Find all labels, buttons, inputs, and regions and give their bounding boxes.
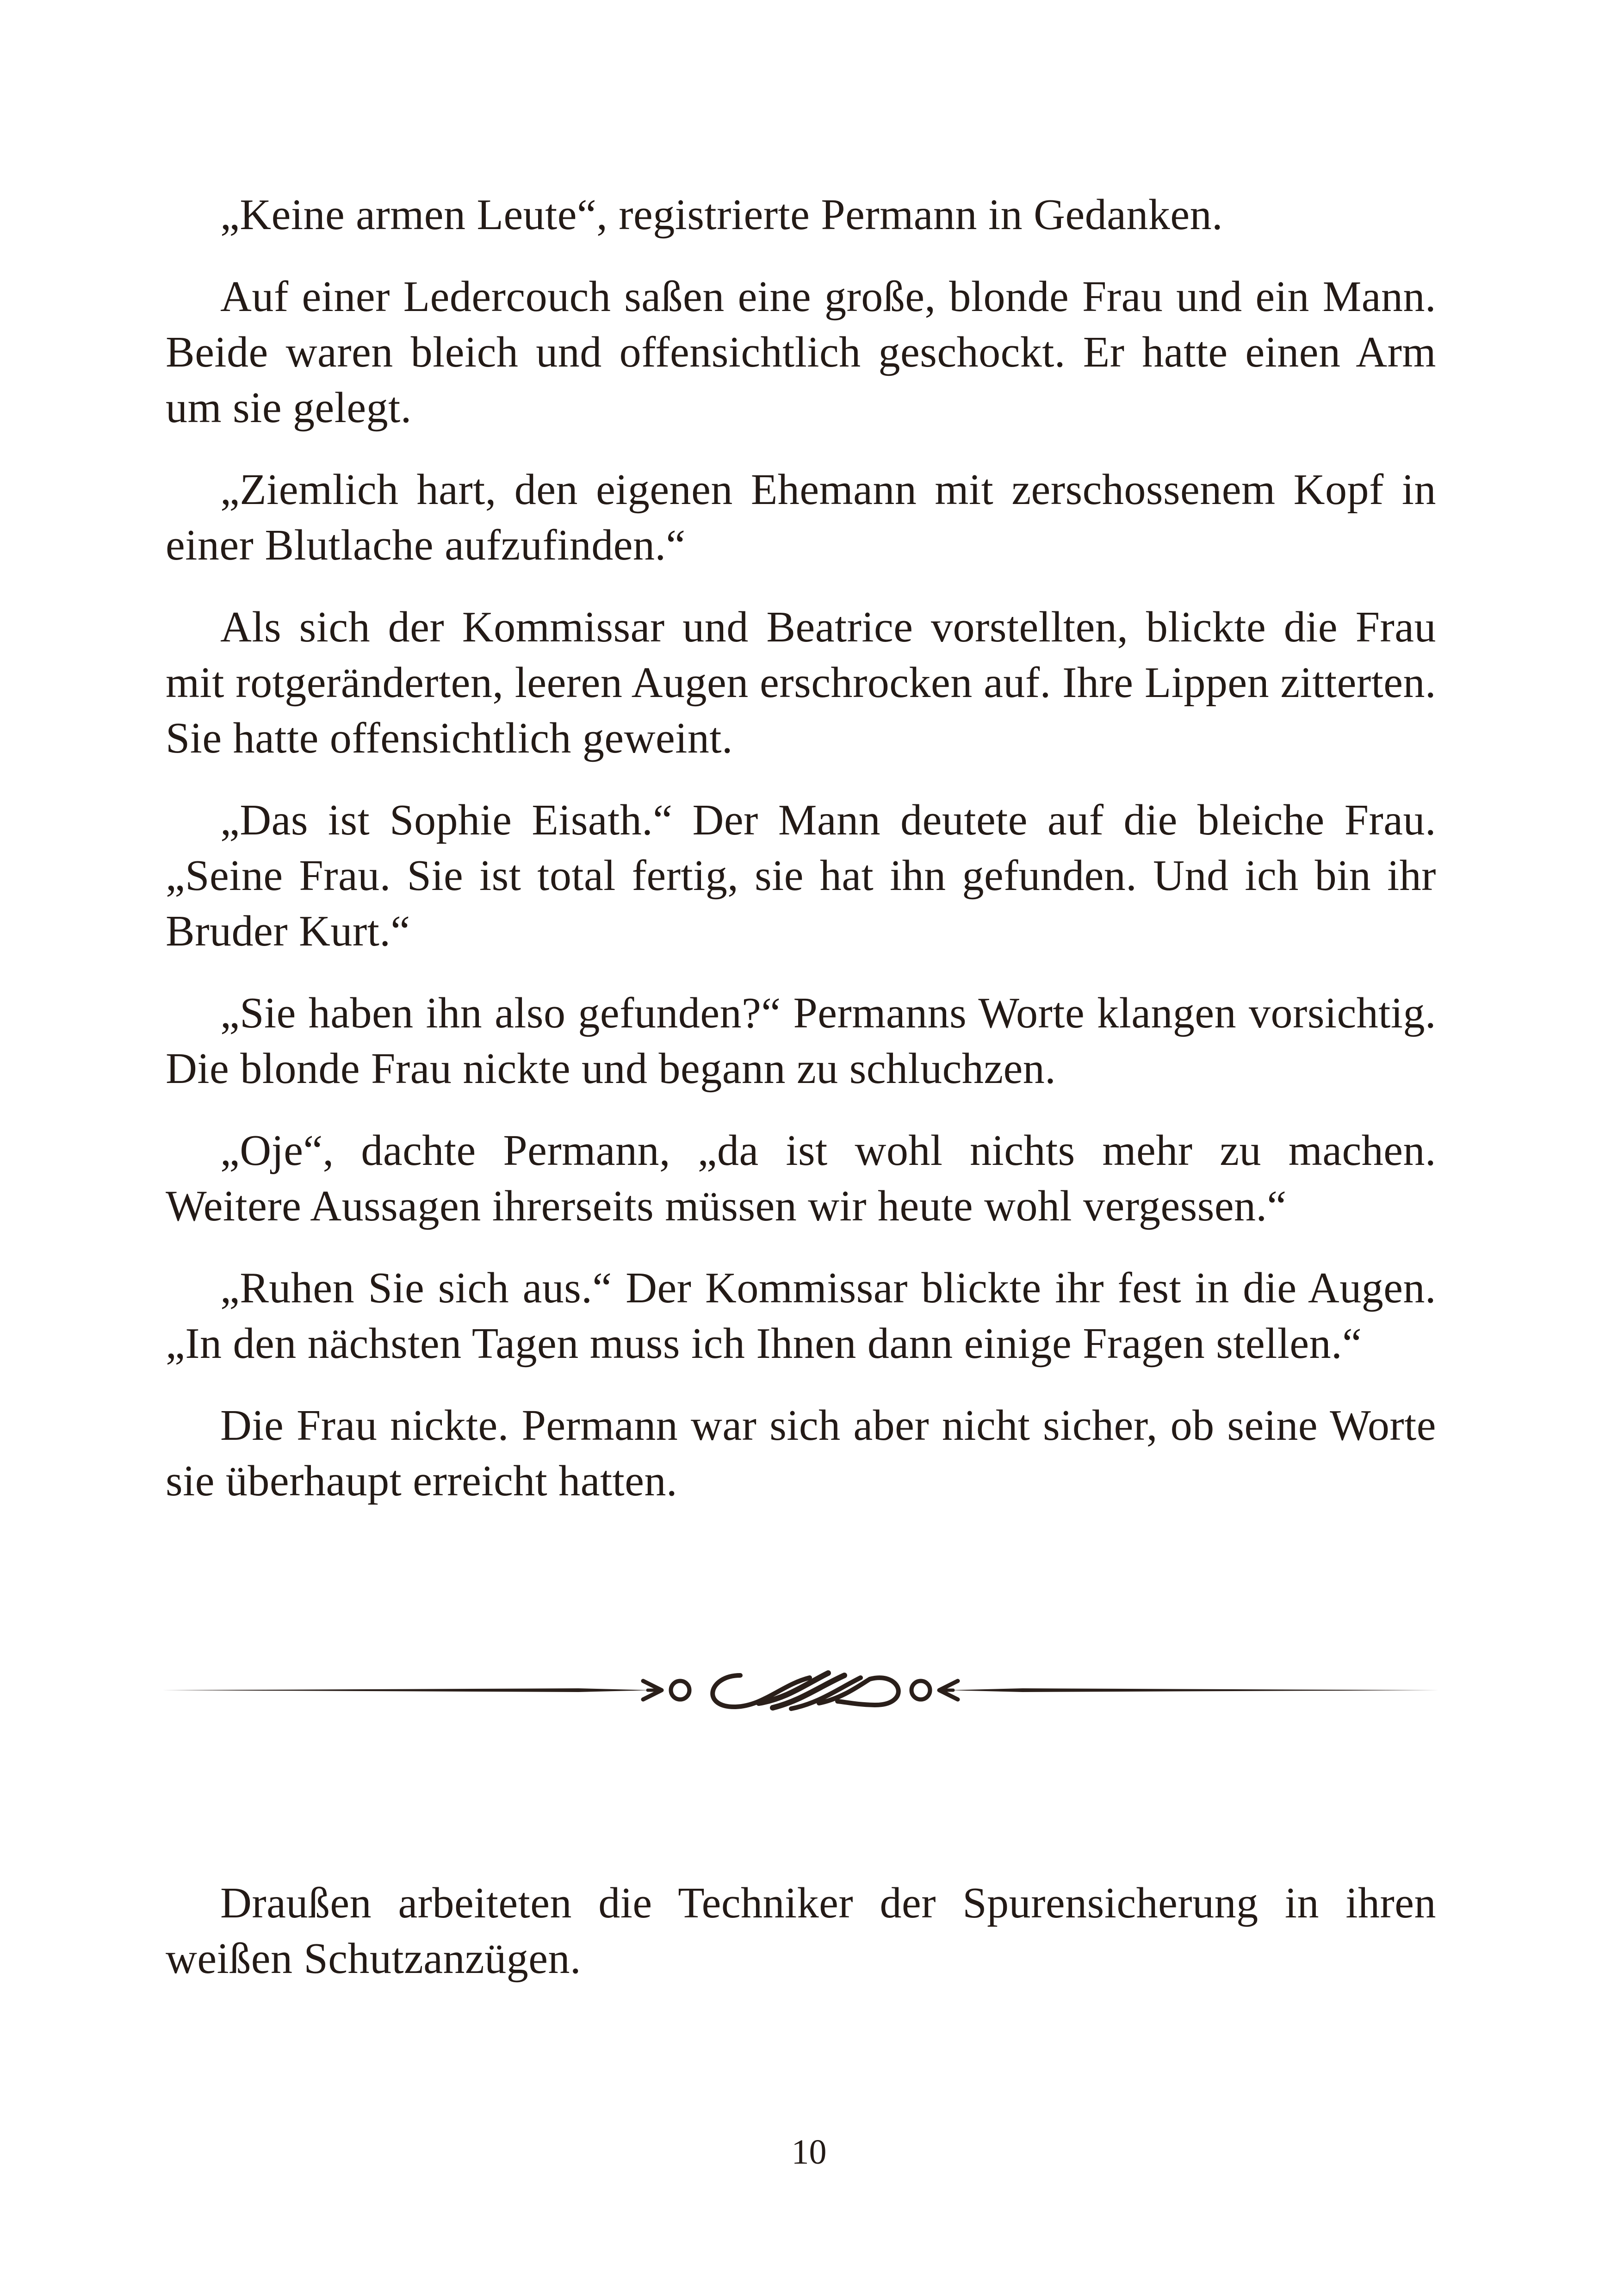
paragraph: Draußen arbeiteten die Techniker der Spurensicherung in ihren weißen Schutzanzügen.	[166, 1879, 1436, 1983]
paragraph: „Oje“, dachte Permann, „da ist wohl nichts mehr zu machen. Weitere Aussagen ihrerseits müssen wir heute wohl vergessen.“	[166, 1126, 1436, 1230]
paragraph: „Das ist Sophie Eisath.“ Der Mann deutete auf die bleiche Frau. „Seine Frau. Sie ist total fertig, sie hat ihn gefunden. Und ich bin ihr Bruder Kurt.“	[166, 796, 1436, 955]
paragraph: „Ziemlich hart, den eigenen Ehemann mit zerschossenem Kopf in einer Blutlache aufzufinden.“	[166, 466, 1436, 569]
text-block-continuation	[166, 1875, 1436, 2013]
paragraph: „Keine armen Leute“, registrierte Permann in Gedanken.	[220, 191, 1223, 239]
paragraph: Als sich der Kommissar und Beatrice vorstellten, blickte die Frau mit rotgeränderten, leeren Augen erschrocken auf. Ihre Lippen zitterten. Sie hatte offensichtlich geweint.	[166, 603, 1436, 762]
text-block-main	[166, 187, 1436, 1535]
paragraph: „Ruhen Sie sich aus.“ Der Kommissar blickte ihr fest in die Augen. „In den nächsten Tagen muss ich Ihnen dann einige Fragen stellen.“	[166, 1264, 1436, 1368]
section-divider-icon	[162, 1657, 1439, 1722]
paragraph: Auf einer Ledercouch saßen eine große, blonde Frau und ein Mann. Beide waren bleich und offensichtlich geschockt. Er hatte einen Arm um sie gelegt.	[166, 273, 1436, 432]
paragraph: „Sie haben ihn also gefunden?“ Permanns Worte klangen vorsichtig. Die blonde Frau nickte und begann zu schluchzen.	[166, 989, 1436, 1093]
paragraph: Die Frau nickte. Permann war sich aber nicht sicher, ob seine Worte sie überhaupt erreicht hatten.	[166, 1401, 1436, 1505]
page-number: 10	[791, 2133, 827, 2172]
